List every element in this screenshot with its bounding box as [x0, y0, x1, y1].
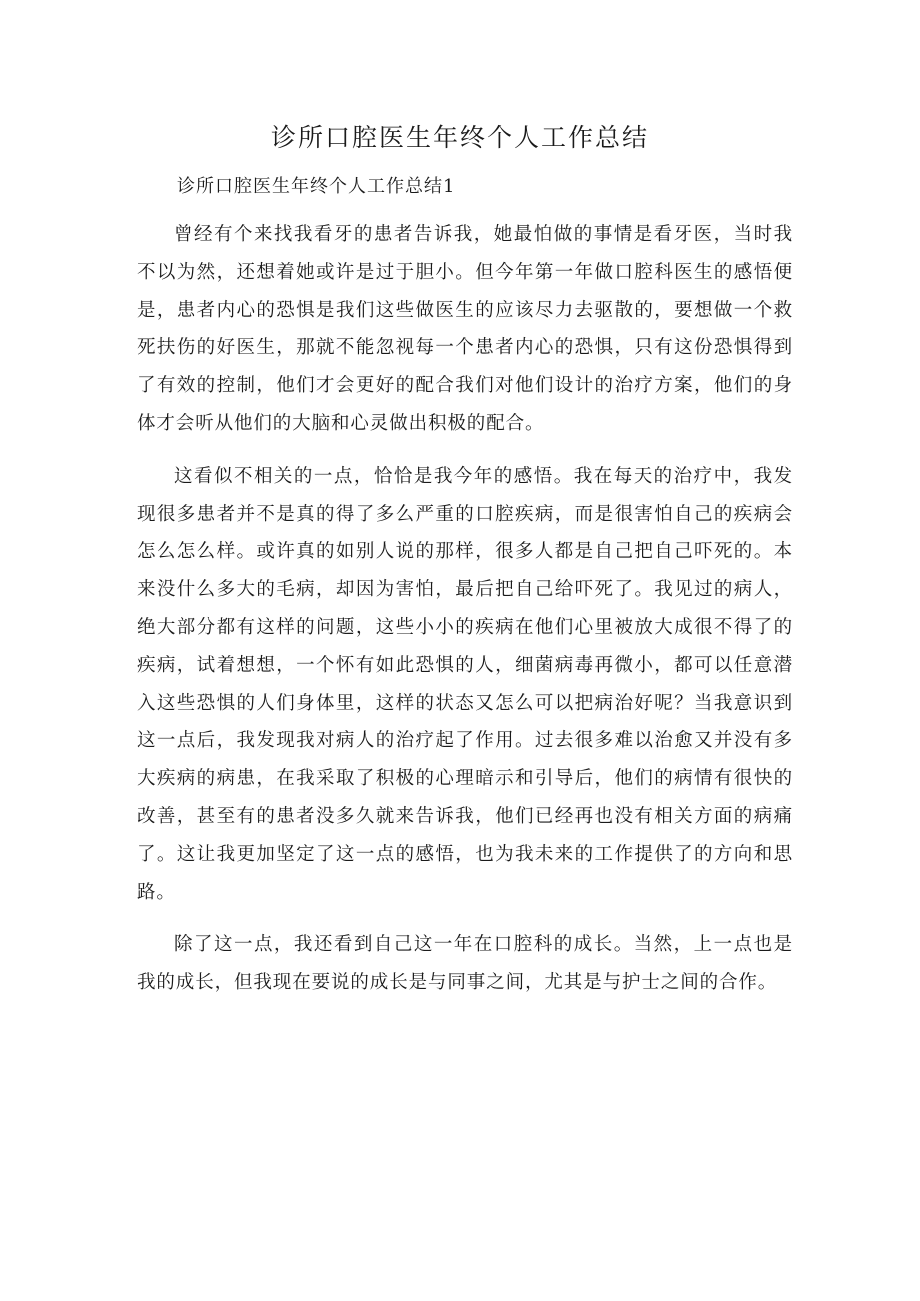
- paragraph-3: 除了这一点，我还看到自己这一年在口腔科的成长。当然，上一点也是我的成长，但我现在要说的成长是与同事之间，尤其是与护士之间的合作。: [137, 934, 793, 994]
- document-body: [137, 216, 793, 1016]
- document-title: 诊所口腔医生年终个人工作总结: [270, 123, 649, 152]
- paragraph-2: 这看似不相关的一点，恰恰是我今年的感悟。我在每天的治疗中，我发现很多患者并不是真的得了多么严重的口腔疾病，而是很害怕自己的疾病会怎么怎么样。或许真的如别人说的那样，很多人都是自己把自己吓死的。本来没什么多大的毛病，却因为害怕，最后把自己给吓死了。我见过的病人，绝大部分都有这样的问题，这些小小的疾病在他们心里被放大成很不得了的疾病，试着想想，一个怀有如此恐惧的人，细菌病毒再微小，都可以任意潜入这些恐惧的人们身体里，这样的状态又怎么可以把病治好呢？当我意识到这一点后，我发现我对病人的治疗起了作用。过去很多难以治愈又并没有多大疾病的病患，在我采取了积极的心理暗示和引导后，他们的病情有很快的改善，甚至有的患者没多久就来告诉我，他们已经再也没有相关方面的病痛了。这让我更加坚定了这一点的感悟，也为我未来的工作提供了的方向和思路。: [137, 465, 793, 903]
- paragraph-1: 曾经有个来找我看牙的患者告诉我，她最怕做的事情是看牙医，当时我不以为然，还想着她或许是过于胆小。但今年第一年做口腔科医生的感悟便是，患者内心的恐惧是我们这些做医生的应该尽力去驱散的，要想做一个救死扶伤的好医生，那就不能忽视每一个患者内心的恐惧，只有这份恐惧得到了有效的控制，他们才会更好的配合我们对他们设计的治疗方案，他们的身体才会听从他们的大脑和心灵做出积极的配合。: [137, 224, 793, 434]
- section-subtitle: 诊所口腔医生年终个人工作总结1: [177, 176, 456, 197]
